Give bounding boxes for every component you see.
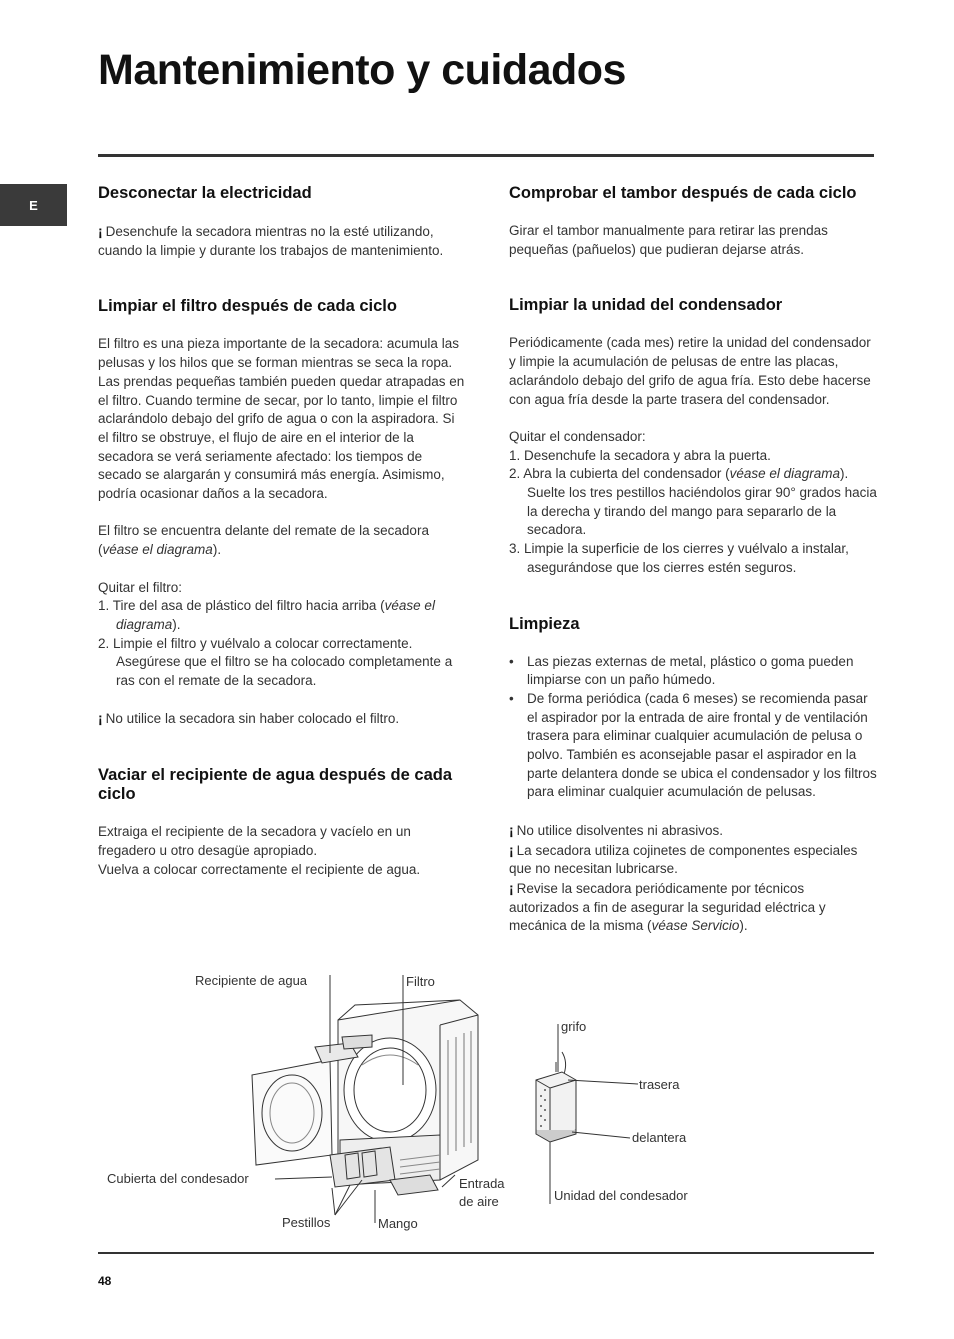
condenser-diagram [520,1012,760,1212]
diagram-reference: véase el diagrama [116,598,435,632]
dryer-diagram [100,965,520,1235]
warning-icon: ¡ [98,223,103,239]
label-air-inlet-1: Entrada [459,1176,505,1191]
language-tab: E [0,184,67,226]
filtro-steps-list [98,597,466,691]
tambor-text: Girar el tambor manualmente para retirar las prendas pequeñas (pañuelos) que pudieran dejarse atrás. [509,223,828,257]
condensador-step-2: 2. Abra la cubierta del condensador (véase el diagrama). Suelte los tres pestillos haciéndolos girar 90° grados hacia la derecha y tirando del mango para separarlo de la secadora. [509,466,877,538]
label-handle: Mango [378,1216,418,1231]
desconectar-text: ¡ Desenchufe la secadora mientras no la esté utilizando, cuando la limpie y durante los trabajos de mantenimiento. [98,223,444,258]
condensador-step-3: 3. Limpie la superficie de los cierres y vuélvalo a instalar, asegurándose que los cierres estén seguros. [509,541,849,575]
label-water-container: Recipiente de agua [195,973,308,988]
recipiente-paragraph-1: Extraiga el recipiente de la secadora y vacíelo en un fregadero u otro desagüe apropiado. [98,824,411,858]
heading-filtro: Limpiar el filtro después de cada ciclo [98,297,397,316]
left-column [98,184,466,879]
filtro-steps-intro: Quitar el filtro: [98,579,183,595]
warning-icon: ¡ [509,841,514,858]
filtro-step-2: 2. Limpie el filtro y vuélvalo a colocar correctamente. Asegúrese que el filtro se ha colocado completamente a ras con el remate de la secadora. [98,635,453,689]
condensador-steps-list [509,447,877,578]
recipiente-paragraph-2: Vuelva a colocar correctamente el recipiente de agua. [98,861,421,877]
heading-condensador: Limpiar la unidad del condensador [509,296,783,315]
dryer-illustration [100,965,520,1235]
diagram-reference: véase el diagrama [102,542,213,558]
label-condenser-unit: Unidad del condesador [554,1188,688,1203]
list-item: • Las piezas externas de metal, plástico o goma pueden limpiarse con un paño húmedo. [509,653,854,688]
warning-icon: ¡ [98,710,103,727]
list-item: • De forma periódica (cada 6 meses) se recomienda pasar el aspirador por la entrada de aire frontal y de ventilación trasera para eliminar cualquier acumulación de pelusa o polvo. También es aconsejable pasar el aspirador en la parte delantera donde se ubica el condensador y los filtros para eliminar cualquier acumulación de pelusas. [509,690,877,800]
limpieza-bullets [509,653,877,803]
diagram-reference: véase el diagrama [729,466,840,482]
warning-icon: ¡ [509,821,514,838]
limpieza-warning-2: ¡ La secadora utiliza cojinetes de componentes especiales que no necesitan lubricarse. [509,841,858,877]
label-front: delantera [632,1130,687,1145]
bullet-icon: • [509,653,514,669]
condensador-paragraph-1: Periódicamente (cada mes) retire la unidad del condensador y limpie la acumulación de pelusas de entre las placas, aclarándolo debajo del grifo de agua fría. Esto debe hacerse con agua fría desde la parte trasera del condensador. [509,335,871,407]
filtro-paragraph-1: El filtro es una pieza importante de la secadora: acumula las pelusas y los hilos que se forman mientras se seca la ropa. Las prendas pequeñas también pueden quedar atrapadas en el filtro. Cuando termine de secar, por lo tanto, limpie el filtro aclarándolo debajo del grifo de agua o con la aspiradora. Si el filtro se obstruye, el flujo de aire en el interior de la secadora se verá seriamente afectado: los tiempos de secado se alargarán y consumirá más energía. Asimismo, podría ocasionar daños a la secadora. [98,336,465,502]
page-title: Mantenimiento y cuidados [98,46,626,94]
filtro-paragraph-2: El filtro se encuentra delante del remate de la secadora (véase el diagrama). [98,523,429,558]
label-latches: Pestillos [282,1215,331,1230]
warning-icon: ¡ [509,879,514,896]
service-reference: véase Servicio [651,918,740,934]
condenser-illustration [520,1012,760,1212]
right-column [509,184,877,936]
page-number: 48 [98,1274,112,1288]
filtro-warning: ¡ No utilice la secadora sin haber colocado el filtro. [98,710,400,727]
label-condenser-cover: Cubierta del condesador [107,1171,249,1186]
label-filter: Filtro [406,974,435,989]
filtro-step-1: 1. Tire del asa de plástico del filtro hacia arriba (véase el diagrama). [98,598,435,632]
condensador-steps-intro: Quitar el condensador: [509,428,646,444]
heading-desconectar: Desconectar la electricidad [98,184,312,202]
heading-limpieza: Limpieza [509,614,580,633]
heading-tambor: Comprobar el tambor después de cada ciclo [509,184,857,202]
label-tap: grifo [561,1019,587,1034]
limpieza-warning-3: ¡ Revise la secadora periódicamente por técnicos autorizados a fin de asegurar la seguridad eléctrica y mecánica de la misma (véase Servicio). [509,879,826,934]
bullet-icon: • [509,690,514,706]
label-rear: trasera [639,1077,680,1092]
heading-recipiente: Vaciar el recipiente de agua después de cada ciclo [98,766,453,804]
label-air-inlet-2: de aire [459,1194,499,1209]
footer-divider [98,1252,874,1254]
limpieza-warning-1: ¡ No utilice disolventes ni abrasivos. [509,821,724,838]
condensador-step-1: 1. Desenchufe la secadora y abra la puerta. [509,447,771,463]
title-divider [98,154,874,157]
